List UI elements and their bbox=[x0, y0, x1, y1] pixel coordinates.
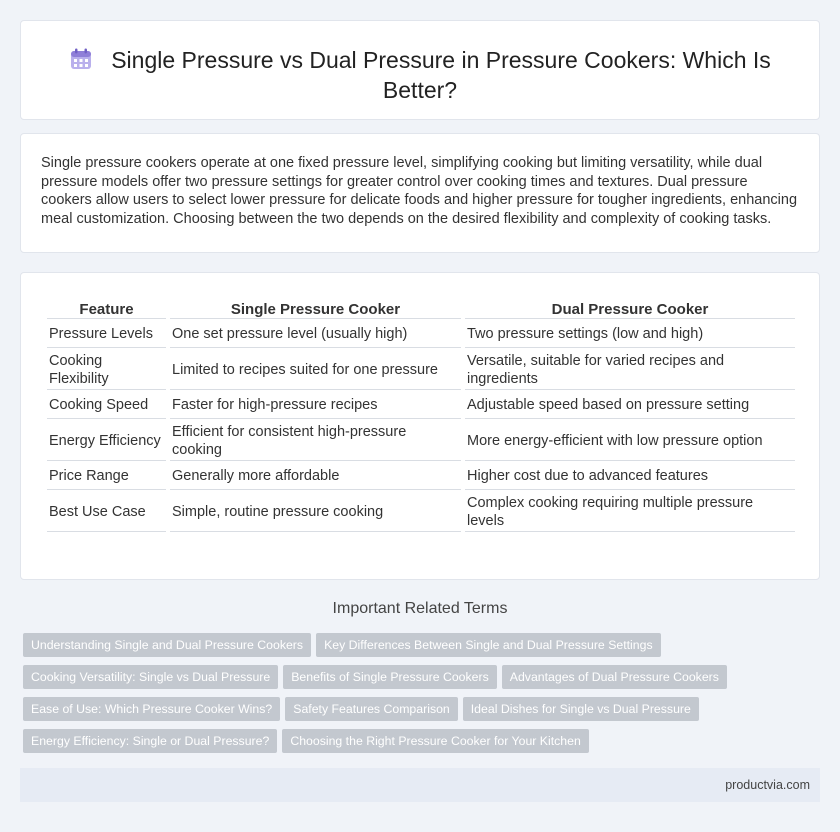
table-header-row bbox=[47, 295, 795, 319]
page-title bbox=[61, 45, 779, 105]
table-row bbox=[47, 492, 795, 532]
related-term-tag[interactable]: Understanding Single and Dual Pressure Cookers bbox=[23, 633, 311, 657]
intro-paragraph: Single pressure cookers operate at one fixed pressure level, simplifying cooking but limiting versatility, while dual pressure models offer two pressure settings for greater control over cooking times and textures. Dual pressure cookers allow users to select lower pressure for delicate foods and higher pressure for tougher ingredients, enhancing meal customization. Choosing between the two depends on the desired flexibility and complexity of cooking tasks. bbox=[41, 155, 798, 227]
page-title-text: Single Pressure vs Dual Pressure in Pressure Cookers: Which Is Better? bbox=[111, 47, 771, 103]
table-cell: Price Range bbox=[47, 463, 166, 490]
table-cell: Generally more affordable bbox=[170, 463, 461, 490]
header-single: Single Pressure Cooker bbox=[170, 295, 461, 319]
table-row bbox=[47, 321, 795, 348]
table-row bbox=[47, 392, 795, 419]
table-cell: Efficient for consistent high-pressure cooking bbox=[170, 421, 461, 461]
table-cell: Pressure Levels bbox=[47, 321, 166, 348]
table-cell: Higher cost due to advanced features bbox=[465, 463, 795, 490]
footer-site-link[interactable]: productvia.com bbox=[725, 778, 810, 792]
related-terms-heading: Important Related Terms bbox=[332, 600, 508, 617]
table-row bbox=[47, 421, 795, 461]
table-row bbox=[47, 463, 795, 490]
table-cell: Energy Efficiency bbox=[47, 421, 166, 461]
table-row bbox=[47, 350, 795, 390]
tag-row bbox=[23, 729, 813, 761]
related-term-tag[interactable]: Energy Efficiency: Single or Dual Pressure? bbox=[23, 729, 277, 753]
comparison-table bbox=[43, 293, 799, 534]
header-feature: Feature bbox=[47, 295, 166, 319]
calendar-icon bbox=[69, 47, 93, 71]
table-cell: Faster for high-pressure recipes bbox=[170, 392, 461, 419]
title-wrap bbox=[61, 45, 779, 105]
title-card bbox=[20, 20, 820, 120]
related-terms-list bbox=[23, 633, 813, 761]
related-term-tag[interactable]: Cooking Versatility: Single vs Dual Pressure bbox=[23, 665, 278, 689]
tag-row bbox=[23, 665, 813, 697]
related-term-tag[interactable]: Key Differences Between Single and Dual Pressure Settings bbox=[316, 633, 661, 657]
table-cell: Complex cooking requiring multiple pressure levels bbox=[465, 492, 795, 532]
table-cell: Versatile, suitable for varied recipes and ingredients bbox=[465, 350, 795, 390]
table-cell: More energy-efficient with low pressure option bbox=[465, 421, 795, 461]
tag-row bbox=[23, 697, 813, 729]
comparison-table-card bbox=[20, 272, 820, 580]
related-term-tag[interactable]: Ideal Dishes for Single vs Dual Pressure bbox=[463, 697, 699, 721]
tag-row bbox=[23, 633, 813, 665]
table-cell: Limited to recipes suited for one pressure bbox=[170, 350, 461, 390]
table-cell: Cooking Speed bbox=[47, 392, 166, 419]
related-term-tag[interactable]: Advantages of Dual Pressure Cookers bbox=[502, 665, 727, 689]
table-cell: One set pressure level (usually high) bbox=[170, 321, 461, 348]
intro-card bbox=[20, 133, 820, 253]
table-cell: Adjustable speed based on pressure setting bbox=[465, 392, 795, 419]
related-term-tag[interactable]: Benefits of Single Pressure Cookers bbox=[283, 665, 497, 689]
header-dual: Dual Pressure Cooker bbox=[465, 295, 795, 319]
table-cell: Simple, routine pressure cooking bbox=[170, 492, 461, 532]
table-cell: Best Use Case bbox=[47, 492, 166, 532]
table-cell: Two pressure settings (low and high) bbox=[465, 321, 795, 348]
related-term-tag[interactable]: Choosing the Right Pressure Cooker for Your Kitchen bbox=[282, 729, 589, 753]
related-term-tag[interactable]: Ease of Use: Which Pressure Cooker Wins? bbox=[23, 697, 280, 721]
related-term-tag[interactable]: Safety Features Comparison bbox=[285, 697, 458, 721]
footer bbox=[20, 768, 820, 802]
table-cell: Cooking Flexibility bbox=[47, 350, 166, 390]
